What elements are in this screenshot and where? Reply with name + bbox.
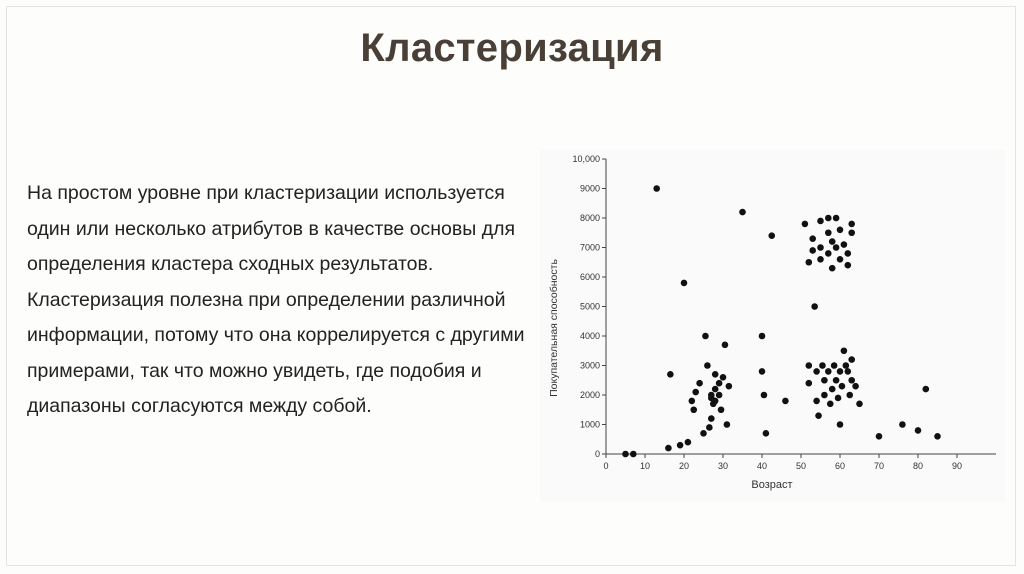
slide-title: Кластеризация: [360, 26, 664, 70]
y-tick-label: 6000: [579, 272, 600, 282]
data-points: [622, 185, 941, 457]
data-point: [708, 415, 715, 422]
data-point: [690, 406, 697, 413]
data-point: [845, 368, 852, 375]
data-point: [825, 250, 832, 257]
data-point: [722, 342, 729, 349]
data-point: [759, 333, 766, 340]
data-point: [833, 215, 840, 222]
x-tick-label: 20: [678, 461, 690, 471]
data-point: [704, 362, 711, 369]
data-point: [739, 209, 746, 216]
data-point: [876, 433, 883, 440]
data-point: [829, 265, 836, 272]
data-point: [689, 398, 696, 405]
data-point: [817, 218, 824, 225]
data-point: [848, 221, 855, 228]
data-point: [665, 445, 672, 452]
data-point: [653, 185, 660, 192]
data-point: [839, 383, 846, 390]
data-point: [712, 398, 719, 405]
body-text: [27, 176, 527, 425]
y-axis-label: Покупательная способность: [548, 259, 560, 397]
data-point: [833, 377, 840, 384]
paragraph-2: Кластеризация полезна при определении различной информации, потому что она коррелируется с другими примерами, так что можно увидеть, где подобия и диапазоны согласуются между собой.: [27, 288, 525, 417]
y-tick-label: 1000: [579, 419, 600, 430]
data-point: [934, 433, 941, 440]
y-tick-label: 5000: [579, 301, 600, 312]
data-point: [819, 362, 826, 369]
data-point: [829, 386, 836, 393]
data-point: [815, 412, 822, 419]
data-point: [848, 356, 855, 363]
data-point: [843, 362, 850, 369]
data-point: [837, 227, 844, 234]
data-point: [829, 238, 836, 245]
data-point: [825, 368, 832, 375]
data-point: [724, 421, 731, 428]
data-point: [813, 398, 820, 405]
data-point: [835, 395, 842, 402]
scatter-chart: [540, 150, 1005, 502]
data-point: [848, 229, 855, 236]
x-tick-label: 50: [795, 461, 807, 471]
data-point: [763, 430, 770, 437]
data-point: [899, 421, 906, 428]
data-point: [837, 421, 844, 428]
data-point: [716, 392, 723, 399]
data-point: [845, 250, 852, 257]
data-point: [720, 374, 727, 381]
y-tick-label: 10,000: [572, 154, 600, 164]
data-point: [848, 377, 855, 384]
data-point: [841, 347, 848, 354]
data-point: [677, 442, 684, 449]
data-point: [622, 451, 629, 458]
data-point: [761, 392, 768, 399]
data-point: [696, 380, 703, 387]
x-axis-label: Возраст: [751, 479, 793, 491]
data-point: [821, 392, 828, 399]
axes: [606, 159, 996, 454]
data-point: [706, 424, 713, 431]
data-point: [712, 371, 719, 378]
data-point: [827, 401, 834, 408]
data-point: [681, 280, 688, 287]
x-tick-label: 30: [717, 461, 729, 471]
x-tick-label: 10: [639, 461, 651, 471]
y-tick-label: 4000: [579, 331, 600, 341]
data-point: [856, 401, 863, 408]
x-tick-label: 80: [912, 461, 924, 471]
data-point: [845, 262, 852, 269]
data-point: [702, 333, 709, 340]
data-point: [837, 256, 844, 263]
data-point: [692, 389, 699, 396]
data-point: [846, 392, 853, 399]
data-point: [833, 244, 840, 251]
data-point: [708, 392, 715, 399]
data-point: [806, 380, 813, 387]
data-point: [915, 427, 922, 434]
data-point: [817, 244, 824, 251]
y-tick-label: 0: [594, 449, 600, 459]
data-point: [759, 368, 766, 375]
x-tick-label: 0: [603, 461, 609, 471]
data-point: [726, 383, 733, 390]
y-tick-label: 9000: [579, 183, 600, 194]
x-tick-label: 40: [756, 461, 768, 471]
x-tick-label: 60: [834, 461, 846, 471]
data-point: [685, 439, 692, 446]
y-tick-label: 7000: [579, 242, 600, 253]
data-point: [811, 303, 818, 310]
data-point: [817, 256, 824, 263]
data-point: [718, 406, 725, 413]
data-point: [841, 241, 848, 248]
data-point: [809, 247, 816, 254]
y-tick-label: 2000: [579, 390, 600, 400]
data-point: [716, 380, 723, 387]
data-point: [630, 451, 637, 458]
paragraph-1: На простом уровне при кластеризации используется один или несколько атрибутов в качестве основы для определения кластера сходных результатов.: [27, 182, 516, 275]
data-point: [768, 232, 775, 239]
data-point: [806, 259, 813, 266]
x-tick-label: 70: [873, 461, 885, 471]
data-point: [837, 368, 844, 375]
data-point: [831, 362, 838, 369]
data-point: [667, 371, 674, 378]
data-point: [802, 221, 809, 228]
data-point: [825, 215, 832, 222]
data-point: [806, 362, 813, 369]
data-point: [782, 398, 789, 405]
data-point: [813, 368, 820, 375]
data-point: [712, 386, 719, 393]
scatter-chart-svg: [540, 150, 1005, 502]
data-point: [700, 430, 707, 437]
data-point: [923, 386, 930, 393]
data-point: [809, 235, 816, 242]
data-point: [821, 377, 828, 384]
x-tick-label: 90: [951, 461, 963, 471]
data-point: [825, 229, 832, 236]
y-tick-label: 3000: [579, 360, 600, 371]
data-point: [852, 383, 859, 390]
y-tick-label: 8000: [579, 213, 600, 223]
